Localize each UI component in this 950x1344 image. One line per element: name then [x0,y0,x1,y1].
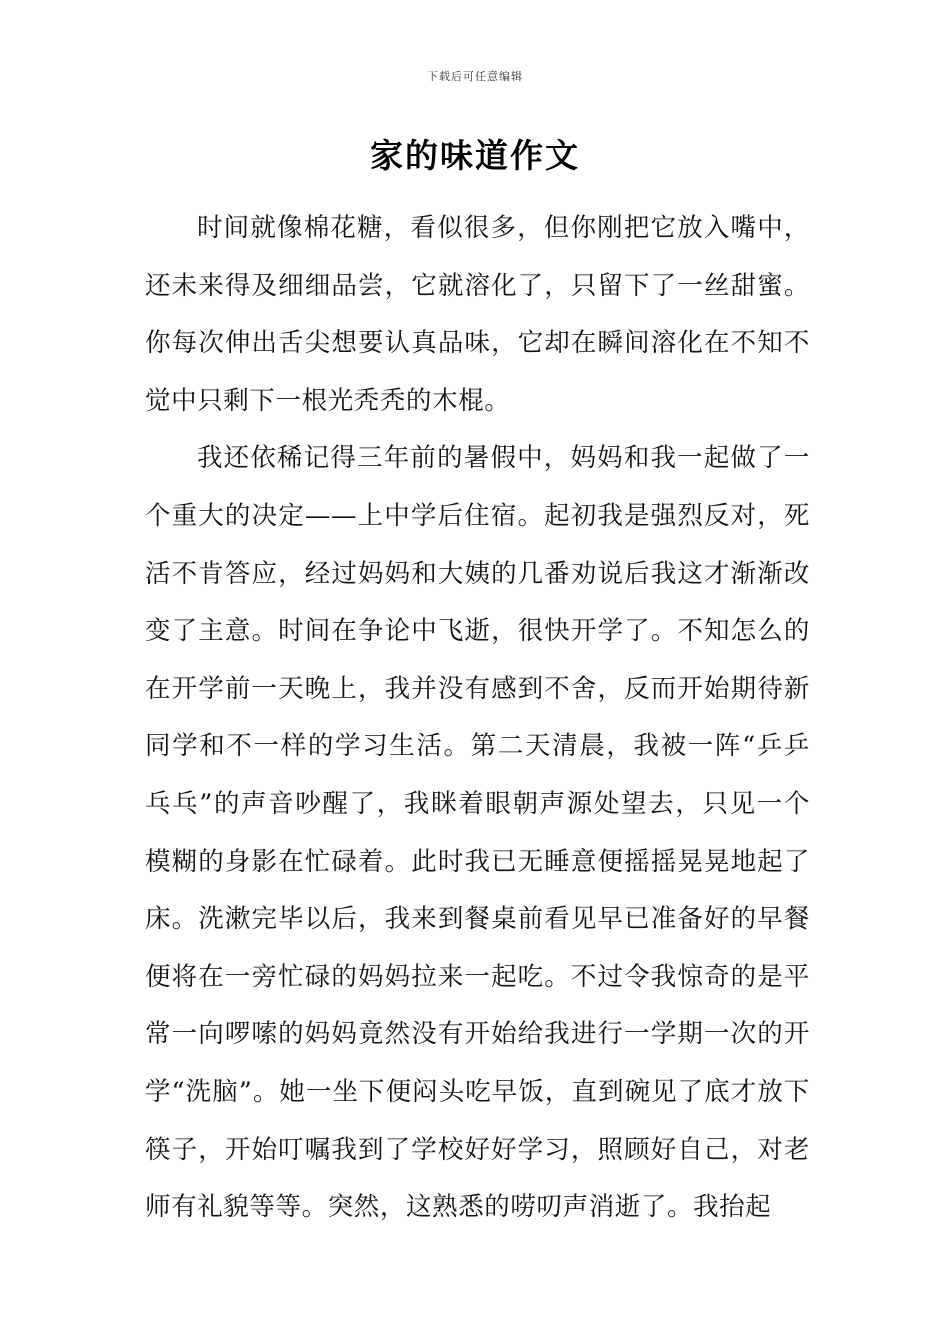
paragraph-1: 时间就像棉花糖，看似很多，但你刚把它放入嘴中，还未来得及细细品尝，它就溶化了，只留下了一丝甜蜜。你每次伸出舌尖想要认真品味，它却在瞬间溶化在不知不觉中只剩下一根光秃秃的木棍。 [145,213,810,416]
article-body [145,200,810,1237]
paragraph-2: 我还依稀记得三年前的暑假中，妈妈和我一起做了一个重大的决定——上中学后住宿。起初我是强烈反对，死活不肯答应，经过妈妈和大姨的几番劝说后我这才渐渐改变了主意。时间在争论中飞逝，很快开学了。不知怎么的在开学前一天晚上，我并没有感到不舍，反而开始期待新同学和不一样的学习生活。第二天清晨，我被一阵“乒乒乓乓”的声音吵醒了，我眯着眼朝声源处望去，只见一个模糊的身影在忙碌着。此时我已无睡意便摇摇晃晃地起了床。洗漱完毕以后，我来到餐桌前看见早已准备好的早餐便将在一旁忙碌的妈妈拉来一起吃。不过令我惊奇的是平常一向啰嗦的妈妈竟然没有开始给我进行一学期一次的开学“洗脑”。她一坐下便闷头吃早饭，直到碗见了底才放下筷子，开始叮嘱我到了学校好好学习，照顾好自己，对老师有礼貌等等。突然，这熟悉的唠叨声消逝了。我抬起 [145,443,810,1223]
page-title: 家的味道作文 [370,136,580,175]
header-note: 下载后可任意编辑 [427,70,523,83]
